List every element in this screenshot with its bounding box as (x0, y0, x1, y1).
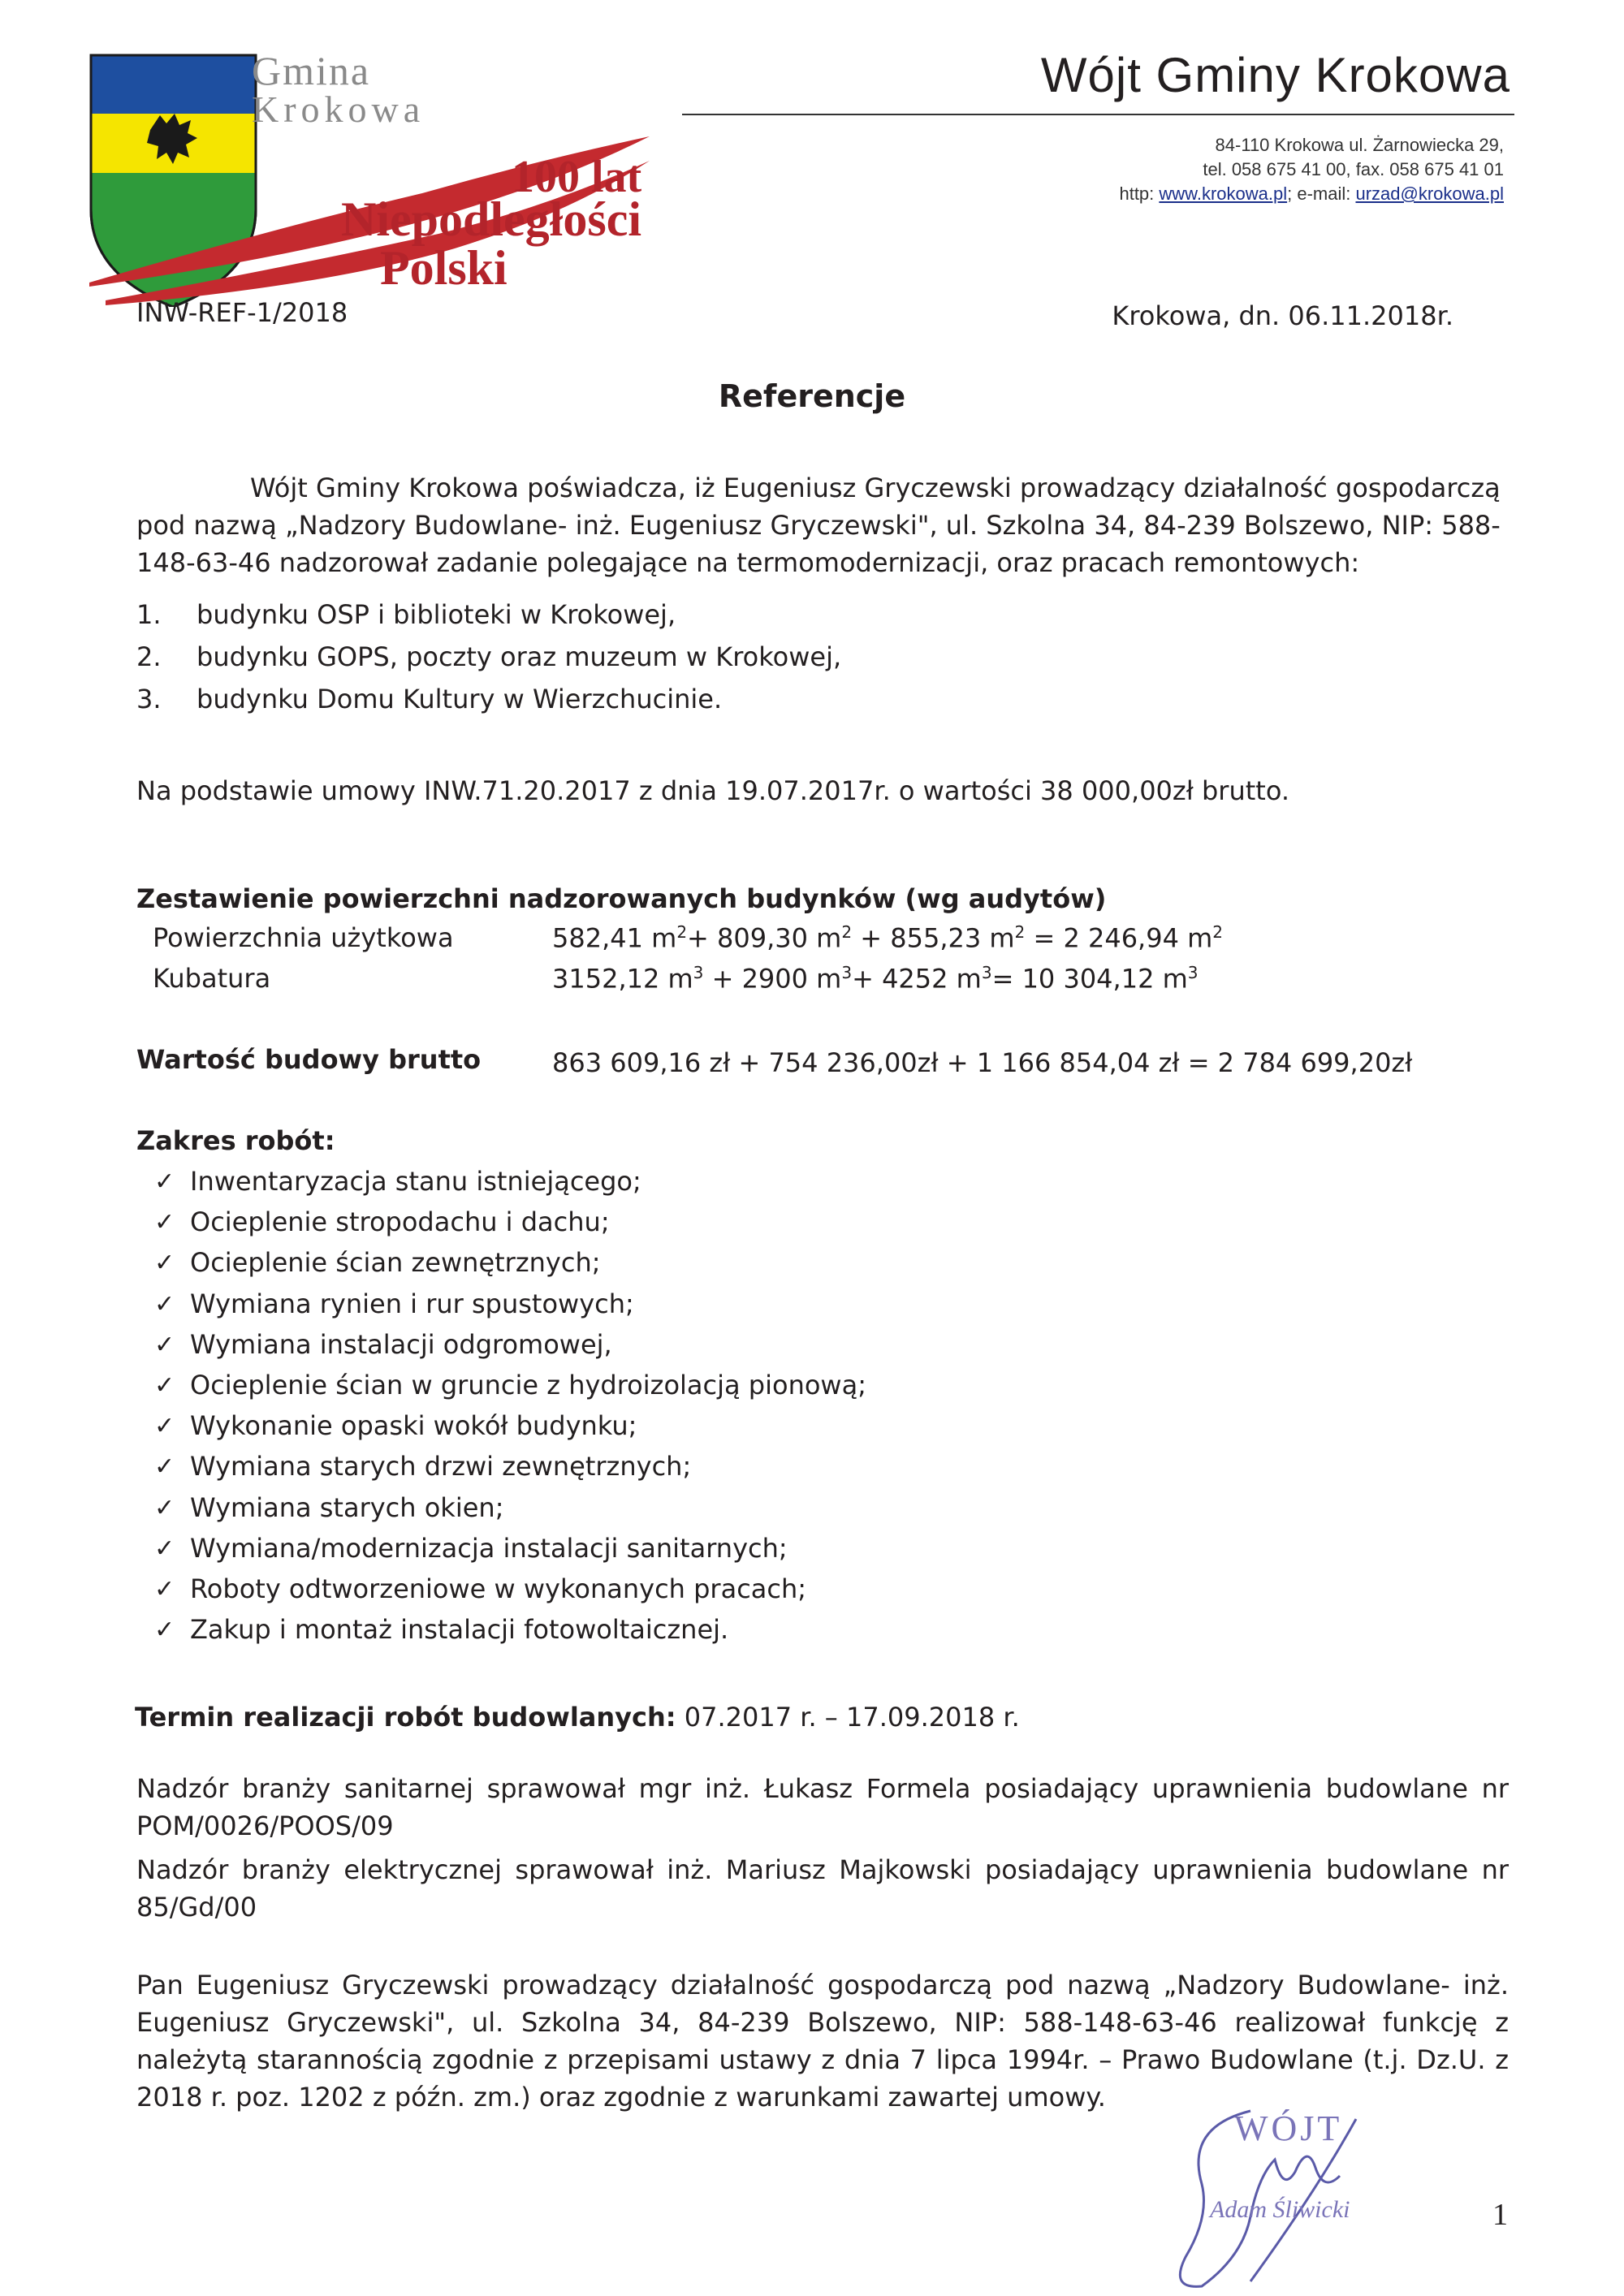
checkmark-icon: ✓ (154, 1574, 175, 1603)
logo-anniversary-independence: Niepodległości (341, 192, 641, 246)
term-line: Termin realizacji robót budowlanych: 07.2017 r. – 17.09.2018 r. (135, 1702, 1020, 1733)
checkmark-icon: ✓ (154, 1452, 175, 1481)
checkmark-icon: ✓ (154, 1411, 175, 1440)
scope-item (154, 1206, 610, 1237)
website-link[interactable]: www.krokowa.pl (1159, 183, 1288, 204)
scope-item-text: Wykonanie opaski wokół budynku; (190, 1410, 637, 1441)
header-divider (682, 114, 1514, 115)
scope-item (154, 1166, 641, 1197)
building-list-item: 2. budynku GOPS, poczty oraz muzeum w Krokowej, (136, 641, 842, 672)
scope-item-text: Zakup i montaż instalacji fotowoltaicznej. (190, 1614, 729, 1645)
scope-item (154, 1451, 691, 1482)
scope-item (154, 1288, 634, 1319)
stamp-title: WÓJT (1234, 2108, 1343, 2148)
checkmark-icon: ✓ (154, 1370, 175, 1400)
scope-item (154, 1247, 601, 1278)
intro-line: 148-63-46 nadzorował zadanie polegające na termomodernizacji, oraz pracach remontowych: (136, 547, 1360, 578)
area-values: 582,41 $m^2+ 809,30$ $m^2 + 855,23$ $m^2 = 2$ 246,94 $m^2$ (552, 922, 1224, 954)
intro-paragraph (136, 469, 1509, 581)
web-prefix: http: (1119, 183, 1160, 204)
scope-heading: Zakres robót: (136, 1125, 335, 1156)
volume-label: Kubatura (153, 963, 271, 994)
checkmark-icon: ✓ (154, 1615, 175, 1644)
supervision-electrical: Nadzór branży elektrycznej sprawował inż. Mariusz Majkowski posiadający uprawnienia budowlane nr 85/Gd/00 (136, 1854, 1509, 1923)
scope-item-text: Wymiana starych okien; (190, 1492, 504, 1523)
address-line: 84-110 Krokowa ul. Żarnowiecka 29, (1215, 135, 1504, 155)
value-label: Wartość budowy brutto (136, 1044, 482, 1075)
place-date: Krokowa, dn. 06.11.2018r. (1112, 300, 1453, 331)
scope-item (154, 1370, 866, 1400)
stamp-name: Adam Śliwicki (1210, 2196, 1350, 2223)
building-list-item: 1. budynku OSP i biblioteki w Krokowej, (136, 599, 676, 630)
area-label: Powierzchnia użytkowa (153, 922, 454, 953)
checkmark-icon: ✓ (154, 1534, 175, 1563)
email-link[interactable]: urzad@krokowa.pl (1355, 183, 1504, 204)
scope-item-text: Wymiana instalacji odgromowej, (190, 1329, 612, 1360)
phone-line: tel. 058 675 41 00, fax. 058 675 41 01 (1203, 159, 1504, 179)
scope-item-text: Wymiana/modernizacja instalacji sanitarnych; (190, 1533, 788, 1564)
scope-item-text: Roboty odtworzeniowe w wykonanych pracach; (190, 1573, 807, 1604)
checkmark-icon: ✓ (154, 1493, 175, 1522)
intro-line: pod nazwą „Nadzory Budowlane- inż. Eugeniusz Gryczewski", ul. Szkolna 34, 84-239 Bolszewo, NIP: 588- (136, 510, 1501, 541)
building-list-item: 3. budynku Domu Kultury w Wierzchucinie. (136, 684, 723, 714)
scope-item-text: Inwentaryzacja stanu istniejącego; (190, 1166, 641, 1197)
contract-line: Na podstawie umowy INW.71.20.2017 z dnia 19.07.2017r. o wartości 38 000,00zł brutto. (136, 775, 1289, 806)
summary-heading: Zestawienie powierzchni nadzorowanych budynków (wg audytów) (136, 883, 1107, 914)
checkmark-icon: ✓ (154, 1330, 175, 1359)
intro-line: Wójt Gminy Krokowa poświadcza, iż Eugeniusz Gryczewski prowadzący działalność gospodarczą (250, 473, 1501, 503)
volume-values: 3152,12 $m^3 + 2900$ $m^3+ 4252$ $m^3= 10$ 304,12 $m^3$ (552, 963, 1199, 995)
scope-item (154, 1533, 788, 1564)
checkmark-icon: ✓ (154, 1248, 175, 1277)
scope-item (154, 1492, 503, 1523)
scope-item (154, 1329, 612, 1360)
reference-number: INW-REF-1/2018 (136, 297, 348, 328)
scope-item (154, 1573, 806, 1604)
page-number: 1 (1492, 2198, 1508, 2232)
checkmark-icon: ✓ (154, 1289, 175, 1318)
logo-anniversary-100: 100 lat (512, 152, 642, 202)
scope-item (154, 1614, 728, 1645)
document-title: Referencje (718, 378, 906, 414)
logo-anniversary-poland: Polski (380, 241, 508, 295)
final-paragraph: Pan Eugeniusz Gryczewski prowadzący działalność gospodarczą pod nazwą „Nadzory Budowlane- inż. Eugeniusz Gryczewski", ul. Szkolna 34, 84-239 Bolszewo, NIP: 588-148-63-46 realizował funkcję z należytą starannością zgodnie z przepisami ustawy z dnia 7 lipca 1994r. – Prawo Budowlane (t.j. Dz.U. z 2018 r. poz. 1202 z późn. zm.) oraz zgodnie z warunkami zawartej umowy. (136, 1970, 1509, 2113)
scope-item (154, 1410, 637, 1441)
scope-item-text: Ocieplenie ścian zewnętrznych; (190, 1247, 601, 1278)
scope-item-text: Ocieplenie ścian w gruncie z hydroizolacją pionową; (190, 1370, 866, 1400)
scope-item-text: Ocieplenie stropodachu i dachu; (190, 1206, 610, 1237)
checkmark-icon: ✓ (154, 1207, 175, 1236)
contact-line (1119, 183, 1504, 205)
scope-item-text: Wymiana rynien i rur spustowych; (190, 1288, 634, 1319)
scope-item-text: Wymiana starych drzwi zewnętrznych; (190, 1451, 692, 1482)
value-formula: 863 609,16 zł + 754 236,00zł + 1 166 854,04 zł = 2 784 699,20zł (552, 1047, 1413, 1078)
office-title: Wójt Gminy Krokowa (1040, 48, 1510, 102)
email-prefix: ; e-mail: (1287, 183, 1356, 204)
logo-text-gmina: Gmina (252, 48, 371, 93)
checkmark-icon: ✓ (154, 1167, 175, 1196)
supervision-sanitary: Nadzór branży sanitarnej sprawował mgr inż. Łukasz Formela posiadający uprawnienia budowlane nr POM/0026/POOS/09 (136, 1773, 1509, 1841)
logo-text-krokowa: Krokowa (252, 88, 425, 130)
